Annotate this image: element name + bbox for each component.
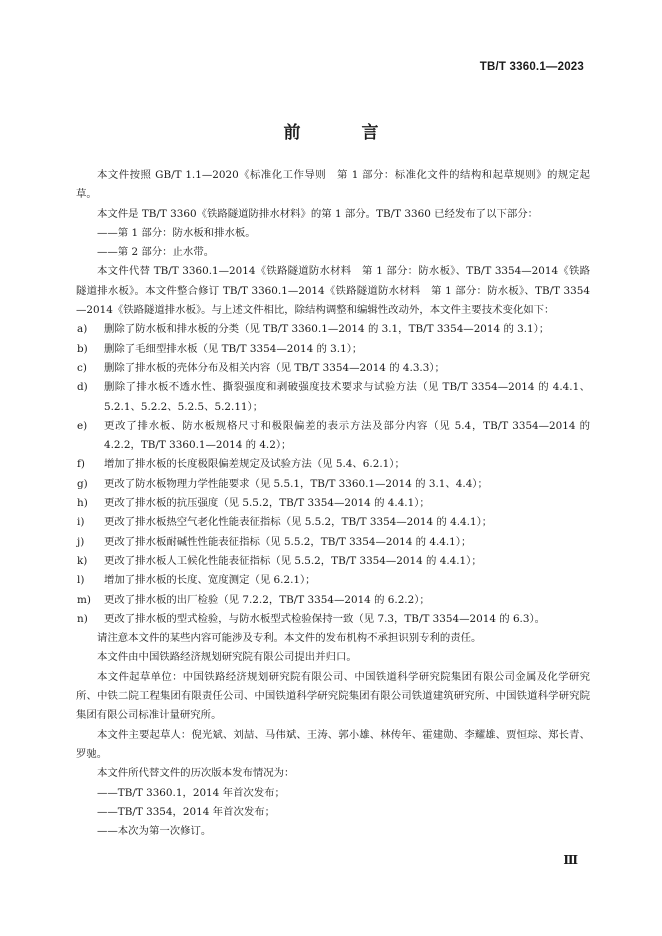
change-label: m): [77, 593, 91, 606]
change-label: g): [77, 477, 88, 490]
intro-paragraph: 本文件按照 GB/T 1.1—2020《标准化工作导则 第 1 部分：标准化文件的结构和起草规则》的规定起草。: [76, 169, 590, 201]
change-text: 增加了排水板的长度、宽度测定（见 6.2.1）；: [104, 574, 316, 587]
change-text: 更改了排水板的抗压强度（见 5.5.2，TB/T 3354—2014 的 4.4.1）；: [104, 497, 430, 510]
change-label: h): [77, 497, 88, 510]
change-label: i): [77, 516, 85, 529]
standard-number: TB/T 3360.1—2023: [479, 61, 584, 73]
change-item: [76, 378, 590, 417]
change-item: [76, 359, 590, 378]
change-item: [76, 320, 590, 339]
part-list-item: ——第 2 部分：止水带。: [97, 246, 215, 259]
part-list-item: ——第 1 部分：防水板和排水板。: [97, 226, 256, 239]
foreword-body: [76, 166, 590, 841]
proposer-paragraph: 本文件由中国铁路经济规划研究院有限公司提出并归口。: [97, 651, 357, 664]
change-text: 删除了排水板不透水性、撕裂强度和剥破强度技术要求与试验方法（见 TB/T 3354—2014 的 4.4.1、5.2.1、5.2.2、5.2.5、5.2.11）；: [104, 381, 590, 413]
change-label: d): [77, 381, 88, 394]
change-item: [76, 513, 590, 532]
change-text: 更改了排水板人工候化性能表征指标（见 5.5.2，TB/T 3354—2014 的 4.4.1）；: [104, 554, 482, 567]
history-item: ——本次为第一次修订。: [97, 825, 212, 838]
history-item: ——TB/T 3354，2014 年首次发布；: [97, 805, 276, 818]
history-item: ——TB/T 3360.1，2014 年首次发布；: [97, 786, 285, 799]
change-item: [76, 475, 590, 494]
history-intro: 本文件所代替文件的历次版本发布情况为：: [97, 767, 295, 780]
change-text: 更改了排水板的出厂检验（见 7.2.2，TB/T 3354—2014 的 6.2.2）；: [104, 593, 430, 606]
change-text: 更改了排水板耐碱性性能表征指标（见 5.5.2，TB/T 3354—2014 的 4.4.1）；: [104, 535, 472, 548]
change-label: n): [77, 612, 88, 625]
change-text: 删除了防水板和排水板的分类（见 TB/T 3360.1—2014 的 3.1，TB/T 3354—2014 的 3.1）；: [104, 323, 550, 336]
change-item: [76, 340, 590, 359]
change-label: e): [77, 419, 88, 432]
change-label: c): [77, 361, 87, 374]
page-number: Ⅲ: [563, 853, 578, 867]
replacement-paragraph: 本文件代替 TB/T 3360.1—2014《铁路隧道防水材料 第 1 部分：防水板》、TB/T 3354—2014《铁路隧道排水板》。本文件整合修订 TB/T 3360.1—2014《铁路隧道防水材料 第 1 部分：防水板》、TB/T 3354—2014《铁路隧道排水板》。与上述文件相比，除结构调整和编辑性改动外，本文件主要技术变化如下：: [76, 265, 590, 317]
change-label: j): [77, 535, 85, 548]
change-text: 增加了排水板的长度极限偏差规定及试验方法（见 5.4、6.2.1）；: [104, 458, 405, 471]
change-item: [76, 533, 590, 552]
change-label: f): [77, 458, 85, 471]
change-item: [76, 591, 590, 610]
drafting-organizations: 本文件起草单位：中国铁路经济规划研究院有限公司、中国铁道科学研究院集团有限公司金属及化学研究所、中铁二院工程集团有限责任公司、中国铁道科学研究院集团有限公司铁道建筑研究所、中国铁道科学研究院集团有限公司标准计量研究所。: [76, 670, 590, 722]
change-label: a): [77, 323, 88, 336]
change-item: [76, 417, 590, 456]
change-text: 更改了排水板、防水板规格尺寸和极限偏差的表示方法及部分内容（见 5.4，TB/T 3354—2014 的 4.2.2，TB/T 3360.1—2014 的 4.2）；: [104, 419, 590, 452]
change-label: l): [77, 574, 85, 587]
change-label: k): [77, 554, 88, 567]
change-text: 更改了防水板物理力学性能要求（见 5.5.1，TB/T 3360.1—2014 的 3.1、4.4）；: [104, 477, 488, 490]
change-item: [76, 494, 590, 513]
change-item: [76, 455, 590, 474]
main-drafters: 本文件主要起草人：倪光斌、刘喆、马伟斌、王涛、郭小雄、林传年、霍建勋、李耀雄、贾恒琮、郑长青、罗驰。: [76, 728, 590, 760]
change-item: [76, 610, 590, 629]
intro-paragraph: 本文件是 TB/T 3360《铁路隧道防排水材料》的第 1 部分。TB/T 3360 已经发布了以下部分：: [97, 207, 539, 220]
change-label: b): [77, 342, 88, 355]
change-item: [76, 571, 590, 590]
change-item: [76, 552, 590, 571]
change-text: 删除了毛细型排水板（见 TB/T 3354—2014 的 3.1）；: [104, 342, 363, 355]
change-text: 更改了排水板热空气老化性能表征指标（见 5.5.2，TB/T 3354—2014 的 4.4.1）；: [104, 516, 493, 529]
change-list: [76, 320, 590, 629]
page-title: 前 言: [283, 123, 401, 143]
change-text: 更改了排水板的型式检验，与防水板型式检验保持一致（见 7.3，TB/T 3354—2014 的 6.3）。: [104, 612, 546, 625]
change-text: 删除了排水板的壳体分布及相关内容（见 TB/T 3354—2014 的 4.3.3）；: [104, 361, 445, 374]
patent-notice: 请注意本文件的某些内容可能涉及专利。本文件的发布机构不承担识别专利的责任。: [97, 632, 482, 645]
